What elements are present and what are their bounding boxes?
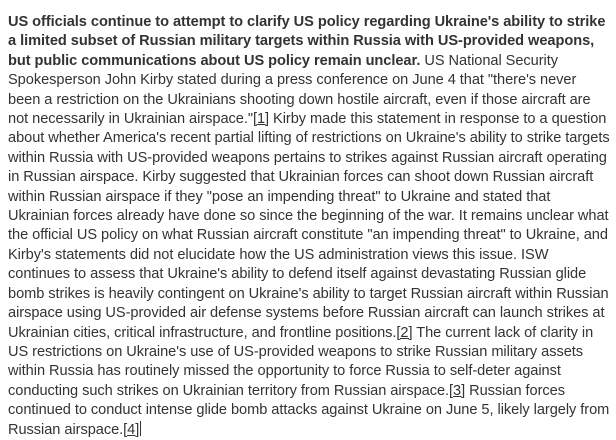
article-body bbox=[8, 13, 610, 440]
footnote-link-2[interactable]: [2] bbox=[396, 324, 413, 341]
paragraph-text-1: US National Security Spokesperson John Kirby stated during a press conference on June 4 that "there's never been a restriction on the Ukrainians shooting down hostile aircraft, even if those aircraft are not necessarily in Ukrainian airspace." bbox=[8, 52, 591, 128]
lead-sentence: US officials continue to attempt to clarify US policy regarding Ukraine's ability to strike a limited subset of Russian military targets within Russia with US-provided weapons, but public communications about US policy remain unclear. bbox=[8, 14, 606, 69]
paragraph bbox=[8, 13, 610, 440]
text-cursor bbox=[140, 421, 141, 436]
footnote-link-1[interactable]: [1] bbox=[252, 111, 270, 128]
paragraph-text-2: Kirby made this statement in response to a question about whether America's recent partial lifting of restrictions on Ukraine's ability to strike targets within Russia with US-provided weapons pertains to strikes against Russian aircraft operating in Russian airspace. Kirby suggested that Ukrainian forces can shoot down Russian aircraft within Russian airspace if they "pose an impending threat" to Ukraine and stated that Ukrainian forces already have done so since the beginning of the war. It remains unclear what the official US policy on what Russian aircraft constitute "an impending threat" to Ukraine, and Kirby's statements did not elucidate how the US administration views this issue. ISW continues to assess that Ukraine's ability to defend itself against devastating Russian glide bomb strikes is heavily contingent on Ukraine's ability to target Russian aircraft within Russian airspace using US-provided air defense systems before Russian aircraft can launch strikes at Ukrainian cities, critical infrastructure, and frontline positions. bbox=[8, 111, 610, 341]
paragraph-text-3: The current lack of clarity in US restrictions on Ukraine's use of US-provided weapons to strike Russian military assets within Russia has routinely missed the opportunity to force Russia to self-deter against conducting such strikes on Ukrainian territory from Russian airspace. bbox=[8, 324, 594, 399]
paragraph-text-4: Russian forces continued to conduct intense glide bomb attacks against Ukraine on June 5, likely largely from Russian airspace. bbox=[8, 382, 610, 438]
footnote-link-4[interactable]: [4] bbox=[123, 421, 140, 438]
footnote-link-3[interactable]: [3] bbox=[449, 382, 466, 399]
